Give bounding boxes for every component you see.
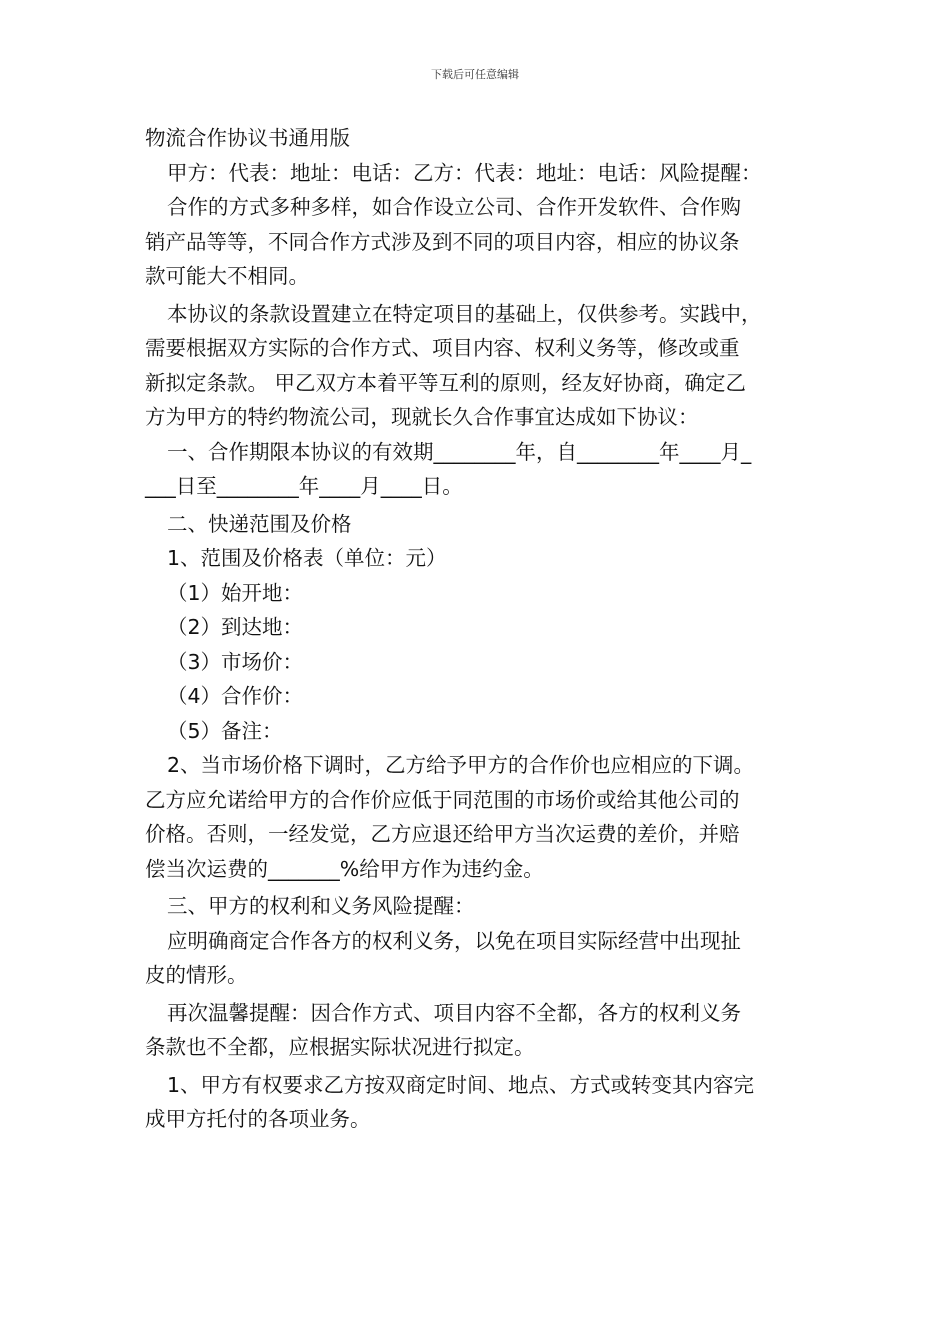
document-line: 2、当市场价格下调时，乙方给予甲方的合作价也应相应的下调。	[167, 753, 755, 777]
document-line: 再次温馨提醒：因合作方式、项目内容不全都，各方的权利义务	[167, 1000, 741, 1025]
document-line: 偿当次运费的_______%给甲方作为违约金。	[145, 856, 544, 881]
document-line: 三、甲方的权利和义务风险提醒：	[167, 894, 475, 918]
document-line: 乙方应允诺给甲方的合作价应低于同范围的市场价或给其他公司的	[145, 787, 740, 812]
document-line: 方为甲方的特约物流公司，现就长久合作事宜达成如下协议：	[145, 405, 699, 429]
document-line: 一、合作期限本协议的有效期________年，自________年____月_	[167, 439, 752, 464]
document-body	[145, 121, 813, 1137]
document-line: （5）备注：	[167, 718, 283, 743]
document-line: 条款也不全都，应根据实际状况进行拟定。	[145, 1035, 535, 1059]
header-note: 下载后可任意编辑	[431, 68, 519, 81]
document-line: 成甲方托付的各项业务。	[145, 1107, 371, 1131]
document-line: 款可能大不相同。	[145, 264, 309, 288]
document-line: 1、范围及价格表（单位：元）	[167, 546, 447, 570]
document-line: （1）始开地：	[167, 580, 304, 605]
document-line: 本协议的条款设置建立在特定项目的基础上，仅供参考。实践中，	[167, 301, 762, 326]
document-line: 需要根据双方实际的合作方式、项目内容、权利义务等，修改或重	[145, 336, 740, 360]
document-title: 物流合作协议书通用版	[145, 126, 350, 150]
document-line: 皮的情形。	[145, 963, 248, 987]
document-line: 新拟定条款。 甲乙双方本着平等互利的原则，经友好协商，确定乙	[145, 370, 747, 395]
document-line: 甲方：代表：地址：电话：乙方：代表：地址：电话：风险提醒：	[167, 160, 762, 185]
document-line: 合作的方式多种多样，如合作设立公司、合作开发软件、合作购	[167, 195, 741, 219]
document-line: （3）市场价：	[167, 649, 304, 674]
document-line: （2）到达地：	[167, 615, 304, 639]
document-line: 价格。否则，一经发觉，乙方应退还给甲方当次运费的差价，并赔	[145, 822, 740, 846]
document-line: ___日至________年____月____日。	[145, 474, 463, 498]
document-line: 销产品等等，不同合作方式涉及到不同的项目内容，相应的协议条	[145, 229, 740, 254]
document-line: （4）合作价：	[167, 684, 304, 708]
document-line: 二、快递范围及价格	[167, 511, 352, 536]
document-line: 应明确商定合作各方的权利义务，以免在项目实际经营中出现扯	[167, 928, 741, 953]
document-line: 1、甲方有权要求乙方按双商定时间、地点、方式或转变其内容完	[167, 1072, 755, 1097]
